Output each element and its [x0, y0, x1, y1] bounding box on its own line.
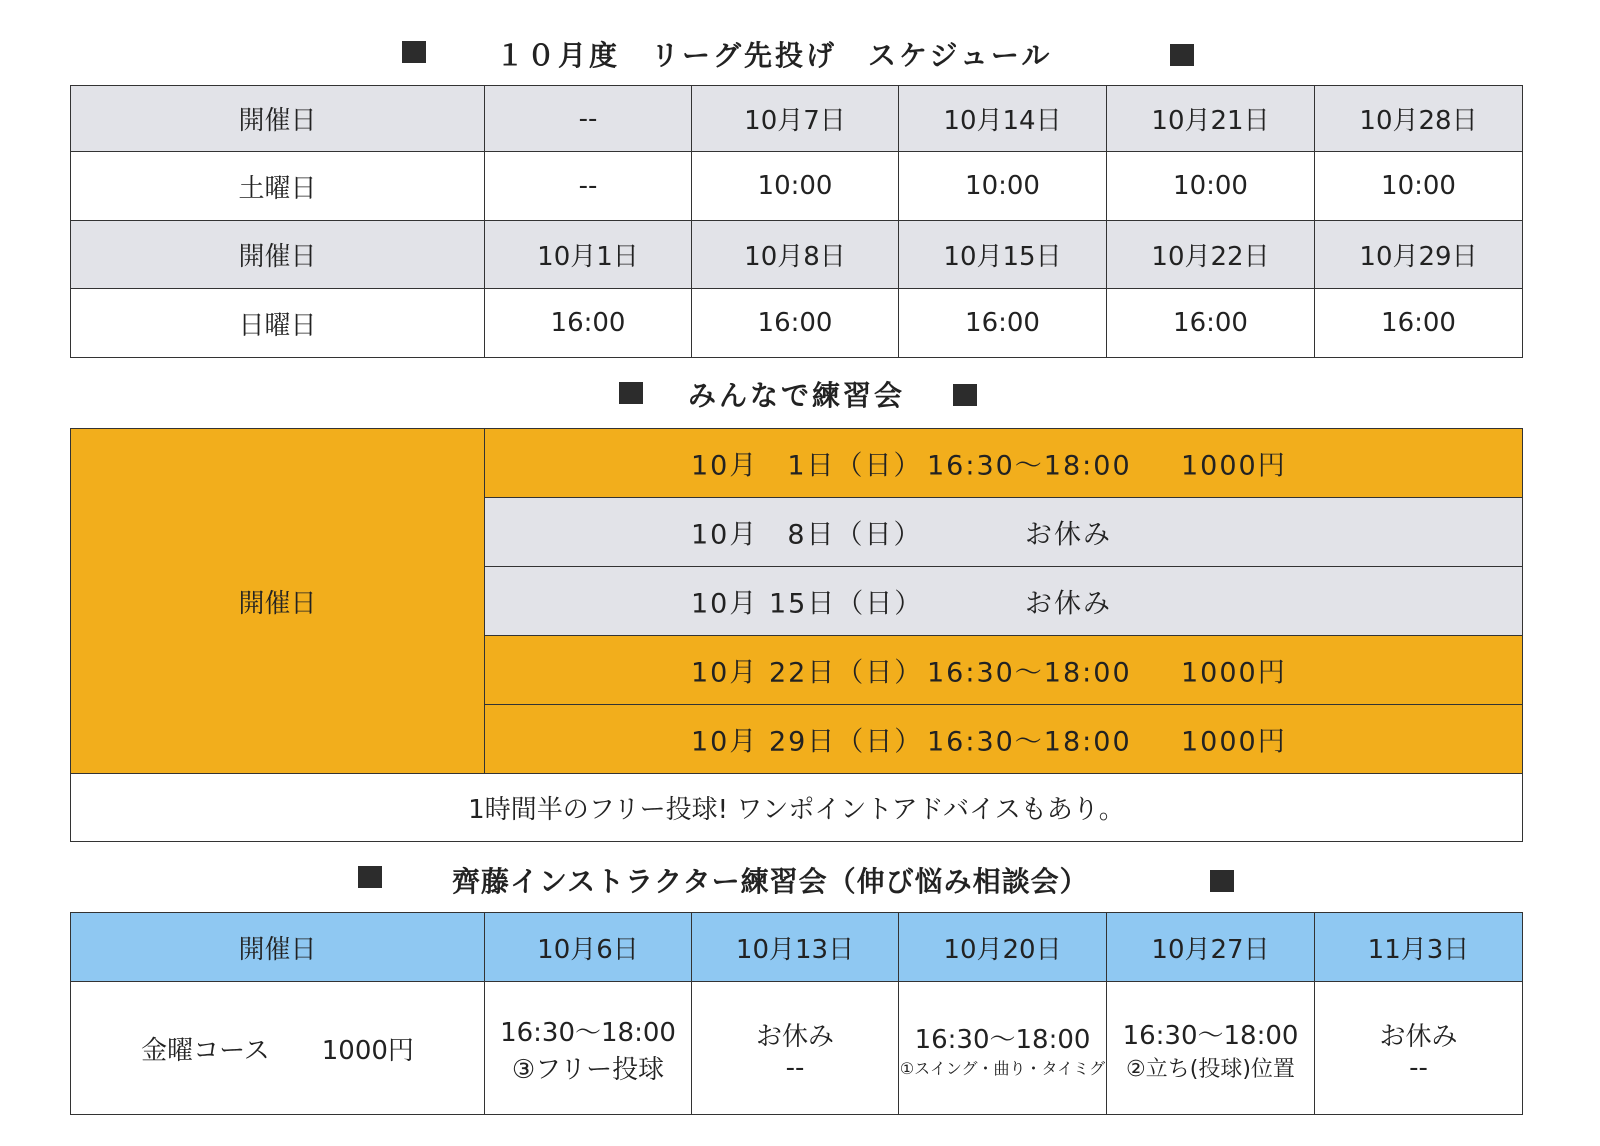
title-marker-right-icon — [953, 384, 977, 406]
time-cell: 10:00 — [1107, 152, 1315, 221]
title-marker-left-icon — [358, 866, 382, 888]
session-time: お休み — [1379, 1021, 1458, 1052]
league-row-saturday-dates — [71, 86, 1523, 152]
session-date: 10月 22日（日） — [691, 657, 924, 689]
time-cell: 16:00 — [1315, 289, 1523, 358]
time-cell: 16:00 — [899, 289, 1107, 358]
session-topic: -- — [1409, 1052, 1428, 1083]
session-date: 10月 8日（日） — [691, 519, 923, 551]
date-cell: 10月15日 — [899, 221, 1107, 289]
title-marker-right-icon — [1170, 44, 1194, 66]
league-table — [70, 85, 1523, 358]
date-cell: 11月3日 — [1315, 913, 1523, 982]
title-marker-left-icon — [619, 382, 643, 404]
date-cell: 10月7日 — [692, 86, 899, 152]
instructor-course-row — [71, 982, 1523, 1115]
date-cell: 10月6日 — [485, 913, 692, 982]
league-row-saturday-times — [71, 152, 1523, 221]
league-row-sunday-times — [71, 289, 1523, 358]
session-status: お休み — [1025, 588, 1112, 620]
session-time: 16:30〜18:00 — [927, 450, 1132, 482]
row-label: 開催日 — [71, 86, 485, 152]
instructor-table — [70, 912, 1523, 1115]
date-cell: 10月8日 — [692, 221, 899, 289]
practice-session-row — [71, 429, 1523, 498]
time-cell: 10:00 — [899, 152, 1107, 221]
practice-label: 開催日 — [71, 429, 485, 774]
league-row-sunday-dates — [71, 221, 1523, 289]
league-title: １０月度 リーグ先投げ スケジュール — [496, 39, 1053, 72]
session-price: 1000円 — [1181, 657, 1287, 689]
session-date: 10月 15日（日） — [691, 588, 924, 620]
date-cell: 10月28日 — [1315, 86, 1523, 152]
time-cell: 16:00 — [485, 289, 692, 358]
session-price: 1000円 — [1181, 450, 1287, 482]
title-marker-right-icon — [1210, 870, 1234, 892]
date-cell: 10月22日 — [1107, 221, 1315, 289]
session-time: 16:30〜18:00 — [914, 1025, 1091, 1055]
session-date: 10月 29日（日） — [691, 726, 924, 758]
row-label: 開催日 — [71, 913, 485, 982]
session-topic: ②立ち(投球)位置 — [1126, 1057, 1295, 1082]
date-cell: 10月13日 — [692, 913, 899, 982]
session-topic: ③フリー投球 — [511, 1055, 665, 1085]
date-cell: 10月20日 — [899, 913, 1107, 982]
date-cell: 10月27日 — [1107, 913, 1315, 982]
practice-title: みんなで練習会 — [688, 379, 906, 412]
time-cell: 10:00 — [692, 152, 899, 221]
session-time: 16:30〜18:00 — [1122, 1021, 1299, 1051]
time-cell: 16:00 — [692, 289, 899, 358]
session-time: 16:30〜18:00 — [500, 1018, 676, 1048]
date-cell: 10月14日 — [899, 86, 1107, 152]
session-topic: ①スイング・曲り・タイミグ — [899, 1059, 1106, 1078]
time-cell: 10:00 — [1315, 152, 1523, 221]
course-label: 金曜コース 1000円 — [71, 982, 485, 1115]
practice-note: 1時間半のフリー投球! ワンポイントアドバイスもあり。 — [71, 774, 1523, 842]
row-label: 土曜日 — [71, 152, 485, 221]
date-cell: 10月21日 — [1107, 86, 1315, 152]
session-price: 1000円 — [1181, 726, 1287, 758]
instructor-title: 齊藤インストラクター練習会（伸び悩み相談会） — [452, 865, 1089, 898]
session-time: 16:30〜18:00 — [927, 726, 1132, 758]
date-cell: -- — [485, 86, 692, 152]
session-time: お休み — [755, 1021, 834, 1052]
session-topic: -- — [785, 1052, 805, 1083]
practice-note-row — [71, 774, 1523, 842]
row-label: 開催日 — [71, 221, 485, 289]
session-status: お休み — [1025, 519, 1112, 551]
date-cell: 10月29日 — [1315, 221, 1523, 289]
row-label: 日曜日 — [71, 289, 485, 358]
date-cell: 10月1日 — [485, 221, 692, 289]
practice-table — [70, 428, 1523, 842]
session-time: 16:30〜18:00 — [927, 657, 1132, 689]
time-cell: -- — [485, 152, 692, 221]
session-date: 10月 1日（日） — [691, 450, 923, 482]
time-cell: 16:00 — [1107, 289, 1315, 358]
instructor-header-row — [71, 913, 1523, 982]
title-marker-left-icon — [402, 41, 426, 63]
